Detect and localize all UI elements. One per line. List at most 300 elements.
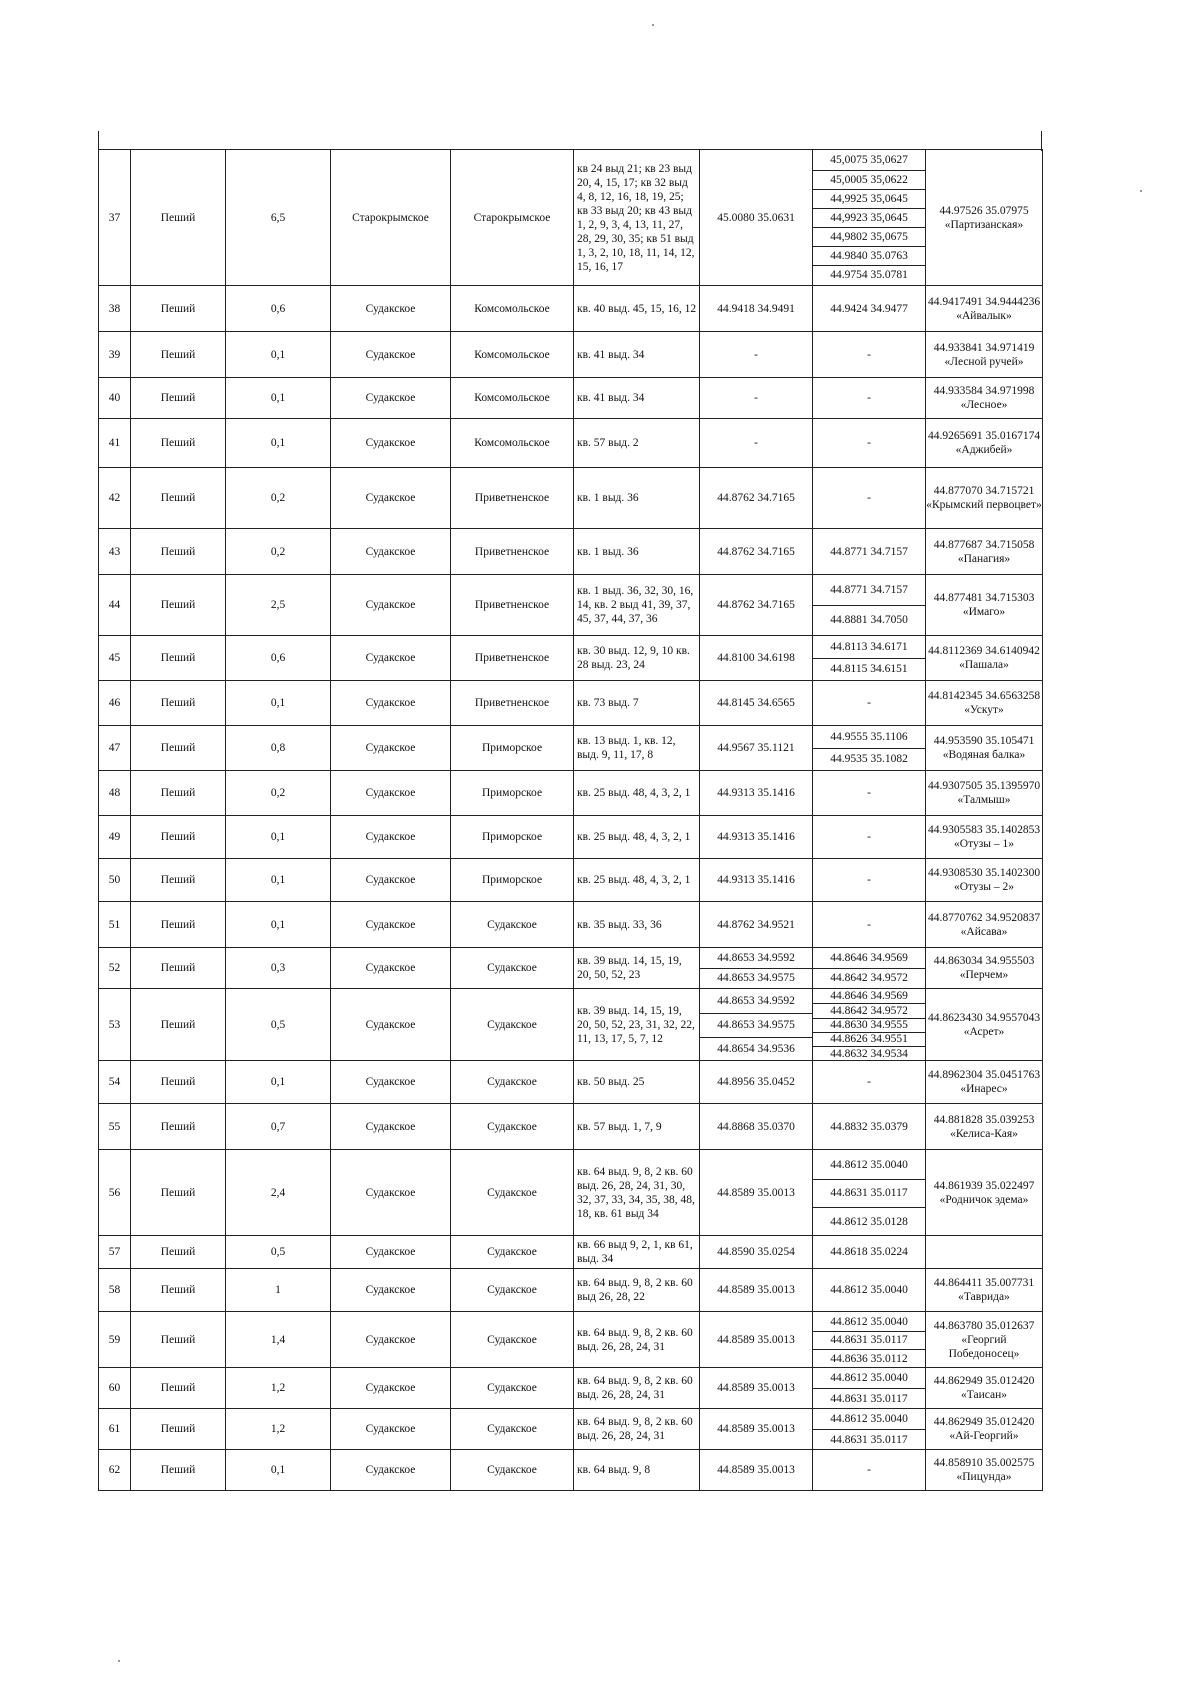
location-description: кв. 41 выд. 34 bbox=[574, 332, 700, 378]
waypoint-coordinates: - bbox=[867, 437, 871, 449]
end-point-name bbox=[926, 1236, 1043, 1269]
route-length: 0,1 bbox=[226, 1450, 331, 1491]
row-number: 62 bbox=[99, 1450, 131, 1491]
row-number: 37 bbox=[99, 150, 131, 286]
forestry: Судакское bbox=[451, 1368, 574, 1409]
row-number: 56 bbox=[99, 1150, 131, 1236]
municipality: Судакское bbox=[331, 948, 451, 989]
forestry: Приморское bbox=[451, 816, 574, 859]
table-row bbox=[99, 332, 1043, 378]
waypoint-coordinates: 44.8642 34.9572 bbox=[813, 968, 925, 988]
row-number: 49 bbox=[99, 816, 131, 859]
location-description: кв. 40 выд. 45, 15, 16, 12 bbox=[574, 286, 700, 332]
start-coordinates-cell bbox=[700, 859, 813, 902]
location-description: кв. 35 выд. 33, 36 bbox=[574, 902, 700, 948]
waypoint-coordinates-cell bbox=[813, 948, 926, 989]
waypoint-coordinates-cell bbox=[813, 575, 926, 636]
start-coordinates-cell bbox=[700, 468, 813, 529]
table-row bbox=[99, 468, 1043, 529]
waypoint-coordinates-cell bbox=[813, 150, 926, 286]
waypoint-coordinates-cell bbox=[813, 468, 926, 529]
route-length: 1,4 bbox=[226, 1312, 331, 1368]
waypoint-coordinates-cell bbox=[813, 636, 926, 681]
table-row bbox=[99, 816, 1043, 859]
route-length: 0,5 bbox=[226, 1236, 331, 1269]
end-point-name: 44.862949 35.012420 «Таисан» bbox=[926, 1368, 1043, 1409]
route-length: 0,3 bbox=[226, 948, 331, 989]
municipality: Судакское bbox=[331, 771, 451, 816]
end-point-name: 44.863780 35.012637 «Георгий Победоносец» bbox=[926, 1312, 1043, 1368]
start-coordinates: 44.8589 35.0013 bbox=[717, 1186, 795, 1199]
waypoint-coordinates: 44,9925 35,0645 bbox=[813, 189, 925, 208]
waypoint-coordinates: 44.8618 35.0224 bbox=[830, 1246, 908, 1259]
start-coordinates: 44.9313 35.1416 bbox=[717, 874, 795, 886]
waypoint-coordinates-cell bbox=[813, 529, 926, 575]
waypoint-coordinates-cell bbox=[813, 816, 926, 859]
location-description: кв. 57 выд. 1, 7, 9 bbox=[574, 1104, 700, 1150]
route-length: 0,7 bbox=[226, 1104, 331, 1150]
waypoint-coordinates: 44,9802 35,0675 bbox=[813, 227, 925, 246]
start-coordinates: 44.8100 34.6198 bbox=[717, 652, 795, 664]
route-type: Пеший bbox=[131, 988, 226, 1061]
start-coordinates: - bbox=[754, 392, 758, 404]
waypoint-coordinates: 44.9424 34.9477 bbox=[830, 302, 908, 315]
waypoint-coordinates: - bbox=[867, 1076, 871, 1089]
end-point-name: 44.9417491 34.9444236 «Айвалык» bbox=[926, 286, 1043, 332]
route-type: Пеший bbox=[131, 332, 226, 378]
waypoint-coordinates: 44.8630 34.9555 bbox=[813, 1018, 925, 1032]
route-type: Пеший bbox=[131, 468, 226, 529]
route-length: 2,5 bbox=[226, 575, 331, 636]
route-length: 0,6 bbox=[226, 286, 331, 332]
waypoint-coordinates: 44.8646 34.9569 bbox=[830, 990, 908, 1003]
row-number: 58 bbox=[99, 1269, 131, 1312]
location-description: кв. 64 выд. 9, 8, 2 кв. 60 выд. 26, 28, 24, 31, 30, 32, 37, 33, 34, 35, 38, 48, 18, кв. 61 выд 34 bbox=[574, 1150, 700, 1236]
row-number: 41 bbox=[99, 419, 131, 468]
start-coordinates-cell bbox=[700, 150, 813, 286]
start-coordinates: 44.9313 35.1416 bbox=[717, 831, 795, 843]
start-coordinates: 44.8653 34.9592 bbox=[717, 952, 795, 964]
end-point-name: 44.953590 35.105471 «Водяная балка» bbox=[926, 726, 1043, 771]
forestry: Судакское bbox=[451, 988, 574, 1061]
start-coordinates: 44.9567 35.1121 bbox=[717, 742, 795, 754]
end-point-name: 44.881828 35.039253 «Келиса-Кая» bbox=[926, 1104, 1043, 1150]
forestry: Комсомольское bbox=[451, 378, 574, 419]
forestry: Судакское bbox=[451, 1150, 574, 1236]
waypoint-coordinates: - bbox=[867, 787, 871, 799]
start-coordinates: 44.9418 34.9491 bbox=[717, 302, 795, 315]
end-point-name: 44.877070 34.715721 «Крымский первоцвет» bbox=[926, 468, 1043, 529]
municipality: Судакское bbox=[331, 1450, 451, 1491]
forestry: Судакское bbox=[451, 1312, 574, 1368]
waypoint-coordinates-cell bbox=[813, 1104, 926, 1150]
route-type: Пеший bbox=[131, 150, 226, 286]
waypoint-coordinates-cell bbox=[813, 1409, 926, 1450]
location-description: кв. 73 выд. 7 bbox=[574, 681, 700, 726]
municipality: Судакское bbox=[331, 286, 451, 332]
waypoint-coordinates-cell bbox=[813, 1236, 926, 1269]
table-row bbox=[99, 948, 1043, 989]
route-length: 0,1 bbox=[226, 902, 331, 948]
municipality: Судакское bbox=[331, 332, 451, 378]
start-coordinates-cell bbox=[700, 1312, 813, 1368]
municipality: Судакское bbox=[331, 636, 451, 681]
row-number: 39 bbox=[99, 332, 131, 378]
start-coordinates: 44.8590 35.0254 bbox=[717, 1246, 795, 1259]
route-type: Пеший bbox=[131, 529, 226, 575]
table-row bbox=[99, 1104, 1043, 1150]
waypoint-coordinates-cell bbox=[813, 378, 926, 419]
waypoint-coordinates: - bbox=[867, 1464, 871, 1477]
waypoint-coordinates: 44.8612 35.0040 bbox=[830, 1315, 908, 1328]
table-row bbox=[99, 1150, 1043, 1236]
table-row bbox=[99, 726, 1043, 771]
waypoint-coordinates-cell bbox=[813, 902, 926, 948]
table-row bbox=[99, 902, 1043, 948]
table-row bbox=[99, 150, 1043, 286]
start-coordinates-cell bbox=[700, 1269, 813, 1312]
end-point-name: 44.9308530 35.1402300 «Отузы – 2» bbox=[926, 859, 1043, 902]
table-row bbox=[99, 681, 1043, 726]
location-description: кв. 64 выд. 9, 8, 2 кв. 60 выд. 26, 28, 24, 31 bbox=[574, 1368, 700, 1409]
route-type: Пеший bbox=[131, 1409, 226, 1450]
row-number: 40 bbox=[99, 378, 131, 419]
forestry: Приморское bbox=[451, 771, 574, 816]
waypoint-coordinates: - bbox=[867, 492, 871, 504]
scan-speck bbox=[652, 24, 654, 26]
table-row bbox=[99, 378, 1043, 419]
location-description: кв. 64 выд. 9, 8, 2 кв. 60 выд. 26, 28, 24, 31 bbox=[574, 1312, 700, 1368]
start-coordinates: 44.8589 35.0013 bbox=[717, 1382, 795, 1395]
waypoint-coordinates: 44.8612 35.0128 bbox=[813, 1207, 925, 1235]
start-coordinates: 44.8589 35.0013 bbox=[717, 1423, 795, 1436]
start-coordinates: 44.8589 35.0013 bbox=[717, 1464, 795, 1477]
start-coordinates: 44.8589 35.0013 bbox=[717, 1333, 795, 1346]
forestry: Приветненское bbox=[451, 575, 574, 636]
waypoint-coordinates: - bbox=[867, 918, 871, 931]
row-number: 60 bbox=[99, 1368, 131, 1409]
forestry: Судакское bbox=[451, 1409, 574, 1450]
route-type: Пеший bbox=[131, 286, 226, 332]
municipality: Судакское bbox=[331, 902, 451, 948]
route-type: Пеший bbox=[131, 902, 226, 948]
table-row bbox=[99, 286, 1043, 332]
forestry: Судакское bbox=[451, 902, 574, 948]
start-coordinates-cell bbox=[700, 286, 813, 332]
route-length: 0,5 bbox=[226, 988, 331, 1061]
start-coordinates-cell bbox=[700, 1061, 813, 1104]
waypoint-coordinates: 44.8771 34.7157 bbox=[830, 545, 908, 558]
end-point-name: 44.858910 35.002575 «Пицунда» bbox=[926, 1450, 1043, 1491]
start-coordinates: - bbox=[754, 348, 758, 361]
row-number: 44 bbox=[99, 575, 131, 636]
route-length: 0,1 bbox=[226, 1061, 331, 1104]
waypoint-coordinates-cell bbox=[813, 1061, 926, 1104]
waypoint-coordinates: 44.9535 35.1082 bbox=[813, 748, 925, 770]
waypoint-coordinates: - bbox=[867, 874, 871, 886]
row-number: 38 bbox=[99, 286, 131, 332]
table-row bbox=[99, 636, 1043, 681]
end-point-name: 44.9265691 35.0167174 «Аджибей» bbox=[926, 419, 1043, 468]
route-length: 2,4 bbox=[226, 1150, 331, 1236]
waypoint-coordinates: 44.8631 35.0117 bbox=[813, 1331, 925, 1349]
end-point-name: 44.877481 34.715303 «Имаго» bbox=[926, 575, 1043, 636]
municipality: Судакское bbox=[331, 1269, 451, 1312]
waypoint-coordinates: 44.9555 35.1106 bbox=[830, 731, 908, 744]
route-type: Пеший bbox=[131, 1236, 226, 1269]
waypoint-coordinates: 44.8113 34.6171 bbox=[830, 641, 908, 654]
location-description: кв. 64 выд. 9, 8, 2 кв. 60 выд. 26, 28, 24, 31 bbox=[574, 1409, 700, 1450]
route-length: 0,1 bbox=[226, 419, 331, 468]
waypoint-coordinates: 44.8631 35.0117 bbox=[813, 1429, 925, 1449]
waypoint-coordinates: 44.8646 34.9569 bbox=[830, 952, 908, 964]
location-description: кв. 1 выд. 36 bbox=[574, 468, 700, 529]
forestry: Приветненское bbox=[451, 681, 574, 726]
route-type: Пеший bbox=[131, 816, 226, 859]
waypoint-coordinates-cell bbox=[813, 1150, 926, 1236]
waypoint-coordinates: 44.8632 34.9534 bbox=[813, 1046, 925, 1060]
waypoint-coordinates: 45,0075 35,0627 bbox=[830, 154, 908, 167]
location-description: кв. 30 выд. 12, 9, 10 кв. 28 выд. 23, 24 bbox=[574, 636, 700, 681]
route-length: 6,5 bbox=[226, 150, 331, 286]
location-description: кв. 25 выд. 48, 4, 3, 2, 1 bbox=[574, 771, 700, 816]
start-coordinates: - bbox=[754, 437, 758, 449]
location-description: кв. 64 выд. 9, 8, 2 кв. 60 выд 26, 28, 22 bbox=[574, 1269, 700, 1312]
municipality: Судакское bbox=[331, 1409, 451, 1450]
start-coordinates-cell bbox=[700, 1409, 813, 1450]
end-point-name: 44.861939 35.022497 «Родничок эдема» bbox=[926, 1150, 1043, 1236]
table-row bbox=[99, 1061, 1043, 1104]
municipality: Судакское bbox=[331, 419, 451, 468]
start-coordinates-cell bbox=[700, 529, 813, 575]
route-length: 1 bbox=[226, 1269, 331, 1312]
municipality: Судакское bbox=[331, 378, 451, 419]
forestry: Судакское bbox=[451, 948, 574, 989]
waypoint-coordinates: 45,0005 35,0622 bbox=[813, 170, 925, 189]
row-number: 43 bbox=[99, 529, 131, 575]
route-length: 0,2 bbox=[226, 468, 331, 529]
location-description: кв. 66 выд 9, 2, 1, кв 61, выд. 34 bbox=[574, 1236, 700, 1269]
waypoint-coordinates-cell bbox=[813, 988, 926, 1061]
row-number: 46 bbox=[99, 681, 131, 726]
start-coordinates: 44.8762 34.9521 bbox=[717, 918, 795, 931]
forestry: Приморское bbox=[451, 726, 574, 771]
municipality: Судакское bbox=[331, 859, 451, 902]
page-right-margin-line bbox=[1041, 131, 1042, 151]
start-coordinates: 44.8762 34.7165 bbox=[717, 492, 795, 504]
waypoint-coordinates: 44.9840 35.0763 bbox=[813, 246, 925, 265]
start-coordinates-cell bbox=[700, 1104, 813, 1150]
waypoint-coordinates-cell bbox=[813, 859, 926, 902]
waypoint-coordinates-cell bbox=[813, 1269, 926, 1312]
start-coordinates: 44.8653 34.9575 bbox=[700, 1013, 812, 1037]
route-length: 1,2 bbox=[226, 1368, 331, 1409]
municipality: Судакское bbox=[331, 1312, 451, 1368]
waypoint-coordinates-cell bbox=[813, 1450, 926, 1491]
table-row bbox=[99, 859, 1043, 902]
location-description: кв. 50 выд. 25 bbox=[574, 1061, 700, 1104]
start-coordinates: 44.8654 34.9536 bbox=[700, 1037, 812, 1061]
route-length: 0,1 bbox=[226, 681, 331, 726]
waypoint-coordinates: 44.8115 34.6151 bbox=[813, 658, 925, 680]
waypoint-coordinates: 44.9754 35.0781 bbox=[813, 265, 925, 284]
waypoint-coordinates-cell bbox=[813, 332, 926, 378]
page-left-margin-line bbox=[98, 131, 99, 151]
end-point-name: 44.863034 34.955503 «Перчем» bbox=[926, 948, 1043, 989]
municipality: Судакское bbox=[331, 468, 451, 529]
waypoint-coordinates: 44.8881 34.7050 bbox=[813, 605, 925, 635]
start-coordinates-cell bbox=[700, 575, 813, 636]
row-number: 48 bbox=[99, 771, 131, 816]
table-row bbox=[99, 1312, 1043, 1368]
route-type: Пеший bbox=[131, 1368, 226, 1409]
route-type: Пеший bbox=[131, 859, 226, 902]
municipality: Судакское bbox=[331, 726, 451, 771]
location-description: кв 24 выд 21; кв 23 выд 20, 4, 15, 17; кв 32 выд 4, 8, 12, 16, 18, 19, 25; кв 33 выд 20; кв 43 выд 1, 2, 9, 3, 4, 13, 11, 27, 28, 29, 30, 35; кв 51 выд 1, 3, 2, 10, 18, 11, 14, 12, 15, 16, 17 bbox=[574, 150, 700, 286]
row-number: 59 bbox=[99, 1312, 131, 1368]
route-length: 0,2 bbox=[226, 771, 331, 816]
forestry: Судакское bbox=[451, 1104, 574, 1150]
table-row bbox=[99, 1409, 1043, 1450]
route-type: Пеший bbox=[131, 1104, 226, 1150]
end-point-name: 44.9305583 35.1402853 «Отузы – 1» bbox=[926, 816, 1043, 859]
end-point-name: 44.877687 34.715058 «Панагия» bbox=[926, 529, 1043, 575]
row-number: 47 bbox=[99, 726, 131, 771]
trails-table bbox=[98, 149, 1043, 1491]
start-coordinates-cell bbox=[700, 419, 813, 468]
scan-speck bbox=[118, 1660, 120, 1662]
end-point-name: 44.8770762 34.9520837 «Айсава» bbox=[926, 902, 1043, 948]
municipality: Судакское bbox=[331, 1368, 451, 1409]
location-description: кв. 1 выд. 36 bbox=[574, 529, 700, 575]
end-point-name: 44.862949 35.012420 «Ай-Георгий» bbox=[926, 1409, 1043, 1450]
start-coordinates: 44.8653 34.9575 bbox=[700, 968, 812, 988]
waypoint-coordinates: - bbox=[867, 831, 871, 843]
municipality: Судакское bbox=[331, 529, 451, 575]
start-coordinates: 44.8589 35.0013 bbox=[717, 1284, 795, 1297]
start-coordinates-cell bbox=[700, 332, 813, 378]
waypoint-coordinates: 44.8631 35.0117 bbox=[813, 1388, 925, 1408]
waypoint-coordinates-cell bbox=[813, 771, 926, 816]
route-type: Пеший bbox=[131, 1312, 226, 1368]
end-point-name: 44.97526 35.07975 «Партизанская» bbox=[926, 150, 1043, 286]
table-row bbox=[99, 1236, 1043, 1269]
start-coordinates: 44.8762 34.7165 bbox=[717, 545, 795, 558]
waypoint-coordinates: 44,9923 35,0645 bbox=[813, 208, 925, 227]
route-length: 0,6 bbox=[226, 636, 331, 681]
start-coordinates-cell bbox=[700, 726, 813, 771]
route-type: Пеший bbox=[131, 1269, 226, 1312]
start-coordinates-cell bbox=[700, 636, 813, 681]
route-length: 0,1 bbox=[226, 332, 331, 378]
waypoint-coordinates: 44.8832 35.0379 bbox=[830, 1120, 908, 1133]
waypoint-coordinates: 44.8626 34.9551 bbox=[813, 1032, 925, 1046]
location-description: кв. 25 выд. 48, 4, 3, 2, 1 bbox=[574, 859, 700, 902]
route-type: Пеший bbox=[131, 636, 226, 681]
table-row bbox=[99, 1450, 1043, 1491]
waypoint-coordinates: - bbox=[867, 348, 871, 361]
waypoint-coordinates: - bbox=[867, 697, 871, 709]
forestry: Судакское bbox=[451, 1061, 574, 1104]
forestry: Приморское bbox=[451, 859, 574, 902]
row-number: 53 bbox=[99, 988, 131, 1061]
route-type: Пеший bbox=[131, 378, 226, 419]
row-number: 51 bbox=[99, 902, 131, 948]
location-description: кв. 57 выд. 2 bbox=[574, 419, 700, 468]
forestry: Приветненское bbox=[451, 468, 574, 529]
scan-speck bbox=[1140, 190, 1142, 192]
location-description: кв. 64 выд. 9, 8 bbox=[574, 1450, 700, 1491]
waypoint-coordinates: 44.8636 35.0112 bbox=[813, 1349, 925, 1367]
forestry: Приветненское bbox=[451, 529, 574, 575]
route-type: Пеший bbox=[131, 771, 226, 816]
municipality: Судакское bbox=[331, 1061, 451, 1104]
forestry: Судакское bbox=[451, 1450, 574, 1491]
start-coordinates: 44.8145 34.6565 bbox=[717, 697, 795, 709]
forestry: Судакское bbox=[451, 1236, 574, 1269]
route-length: 1,2 bbox=[226, 1409, 331, 1450]
waypoint-coordinates: 44.8612 35.0040 bbox=[830, 1413, 908, 1426]
route-type: Пеший bbox=[131, 1061, 226, 1104]
row-number: 57 bbox=[99, 1236, 131, 1269]
waypoint-coordinates: 44.8612 35.0040 bbox=[830, 1284, 908, 1297]
route-length: 0,1 bbox=[226, 816, 331, 859]
start-coordinates-cell bbox=[700, 816, 813, 859]
municipality: Судакское bbox=[331, 575, 451, 636]
start-coordinates: 44.8762 34.7165 bbox=[717, 599, 795, 611]
location-description: кв. 41 выд. 34 bbox=[574, 378, 700, 419]
municipality: Судакское bbox=[331, 681, 451, 726]
end-point-name: 44.9307505 35.1395970 «Талмыш» bbox=[926, 771, 1043, 816]
end-point-name: 44.8623430 34.9557043 «Асрет» bbox=[926, 988, 1043, 1061]
forestry: Приветненское bbox=[451, 636, 574, 681]
route-type: Пеший bbox=[131, 1450, 226, 1491]
route-type: Пеший bbox=[131, 419, 226, 468]
end-point-name: 44.8142345 34.6563258 «Ускут» bbox=[926, 681, 1043, 726]
start-coordinates: 44.9313 35.1416 bbox=[717, 787, 795, 799]
table-row bbox=[99, 1269, 1043, 1312]
start-coordinates-cell bbox=[700, 948, 813, 989]
start-coordinates-cell bbox=[700, 378, 813, 419]
forestry: Судакское bbox=[451, 1269, 574, 1312]
waypoint-coordinates-cell bbox=[813, 726, 926, 771]
start-coordinates-cell bbox=[700, 988, 813, 1061]
forestry: Комсомольское bbox=[451, 332, 574, 378]
municipality: Судакское bbox=[331, 1104, 451, 1150]
route-type: Пеший bbox=[131, 681, 226, 726]
forestry: Старокрымское bbox=[451, 150, 574, 286]
end-point-name: 44.8962304 35.0451763 «Инарес» bbox=[926, 1061, 1043, 1104]
waypoint-coordinates-cell bbox=[813, 681, 926, 726]
waypoint-coordinates: 44.8631 35.0117 bbox=[813, 1179, 925, 1207]
row-number: 55 bbox=[99, 1104, 131, 1150]
end-point-name: 44.864411 35.007731 «Таврида» bbox=[926, 1269, 1043, 1312]
start-coordinates-cell bbox=[700, 902, 813, 948]
route-length: 0,2 bbox=[226, 529, 331, 575]
location-description: кв. 39 выд. 14, 15, 19, 20, 50, 52, 23 bbox=[574, 948, 700, 989]
route-length: 0,1 bbox=[226, 859, 331, 902]
location-description: кв. 39 выд. 14, 15, 19, 20, 50, 52, 23, 31, 32, 22, 11, 13, 17, 5, 7, 12 bbox=[574, 988, 700, 1061]
waypoint-coordinates: 44.8642 34.9572 bbox=[813, 1003, 925, 1017]
row-number: 45 bbox=[99, 636, 131, 681]
location-description: кв. 1 выд. 36, 32, 30, 16, 14, кв. 2 выд 41, 39, 37, 45, 37, 44, 37, 36 bbox=[574, 575, 700, 636]
start-coordinates: 44.8956 35.0452 bbox=[717, 1076, 795, 1089]
table-row bbox=[99, 988, 1043, 1061]
route-type: Пеший bbox=[131, 948, 226, 989]
route-type: Пеший bbox=[131, 726, 226, 771]
end-point-name: 44.933841 34.971419 «Лесной ручей» bbox=[926, 332, 1043, 378]
municipality: Судакское bbox=[331, 816, 451, 859]
